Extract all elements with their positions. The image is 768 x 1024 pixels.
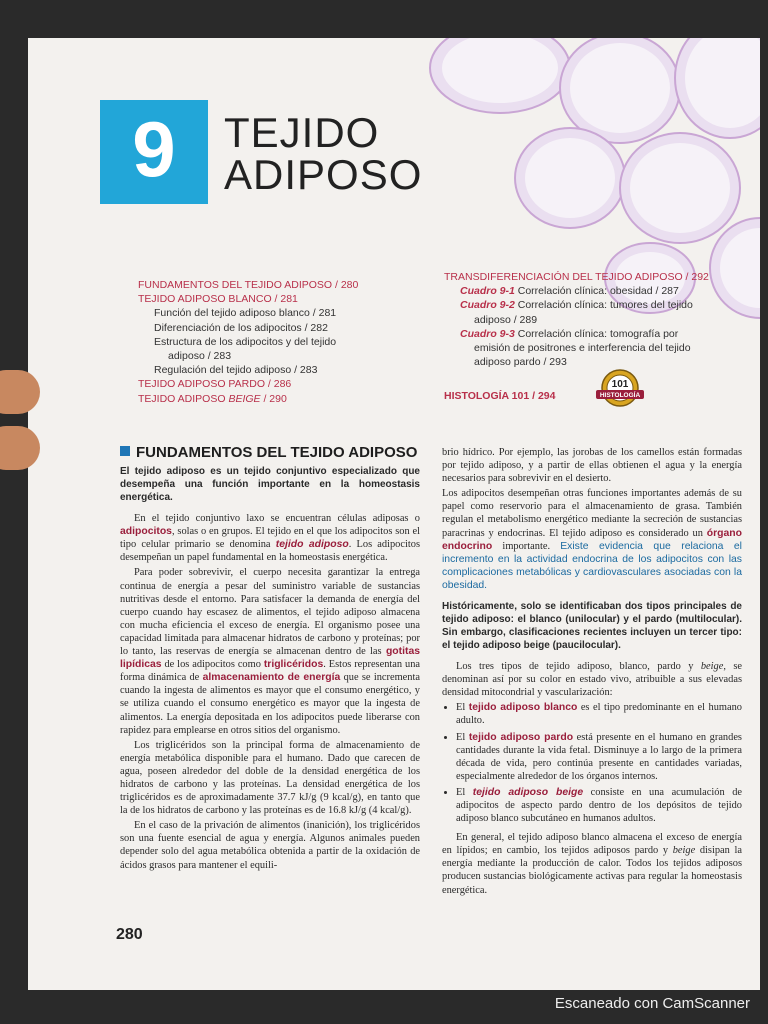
paragraph: Los triglicéridos son la principal forma de almacenamiento de energía metabólica disponible para el humano. Dado que carecen de agua, poseen alrededor del doble de la densidad energética de los hidratos de carbono y las proteínas. La densidad energética de los triglicéridos es de aproximadamente 37.7 kJ/g (9 kcal/g), en tanto que la de los hidratos de carbono y las proteínas es de 16.8 kJ/g (4 kcal/g). xyxy=(120,739,420,817)
toc-item[interactable]: Cuadro 9-1 Correlación clínica: obesidad / 287 xyxy=(460,285,679,298)
list-item: • El tejido adiposo blanco es el tipo predominante en el humano adulto. xyxy=(456,701,742,727)
paragraph: brio hídrico. Por ejemplo, las jorobas de los camellos están formadas por tejido adiposo, y a partir de ellas obtienen el agua y la energía necesarios para sobrevivir en el desierto. xyxy=(442,447,742,485)
toc-item[interactable]: TEJIDO ADIPOSO BLANCO / 281 xyxy=(138,293,298,306)
toc-item[interactable]: FUNDAMENTOS DEL TEJIDO ADIPOSO / 280 xyxy=(138,279,359,291)
paragraph: Los tres tipos de tejido adiposo, blanco, pardo y beige, se denominan así por su color en estado vivo, atribuible a sus elevadas densidad mitocondrial y vascularización: xyxy=(442,661,743,699)
toc-item[interactable]: adiposo pardo / 293 xyxy=(474,356,567,369)
paragraph: Para poder sobrevivir, el cuerpo necesita garantizar la entrega continua de energía a pesar del suministro variable de sustancias nutritivas desde el entorno. Para satisfacer la demanda de energía del cuerpo cuando hay escasez de alimentos, el tejido adiposo almacena con mucha eficiencia el exceso de energía. El organismo posee una capacidad limitada para almacenar hidratos de carbono y proteínas; por lo tanto, las reservas de energía se almacenan dentro de las gotitas lipídicas de los adipocitos como triglicéridos. Estos representan una forma dinámica de almacenamiento de energía que se incrementa cuando la ingesta de alimentos es mayor que el consumo energético, y se utiliza cuando el consumo energético es mayor que la ingesta de alimentos. La energía depositada en los adipocitos puede liberarse con rapidez para emplearse en otros sitios del organismo. xyxy=(120,567,420,736)
toc-item[interactable]: Cuadro 9-2 Correlación clínica: tumores del tejido xyxy=(460,299,693,312)
svg-text:HISTOLOGÍA: HISTOLOGÍA xyxy=(599,392,641,399)
toc-item[interactable]: Función del tejido adiposo blanco / 281 xyxy=(154,307,337,320)
toc-item[interactable]: adiposo / 289 xyxy=(474,313,538,326)
toc-item[interactable]: TEJIDO ADIPOSO BEIGE / 290 xyxy=(138,392,287,405)
histologia-101-logo xyxy=(592,368,648,408)
chapter-number-badge xyxy=(100,100,208,204)
list-item: • El tejido adiposo pardo está presente en el humano en grandes cantidades durante la vida fetal. Disminuye a lo largo de la primera década de vida, pero continúa presente en cantidades variadas, especialmente alrededor de los órganos internos. xyxy=(456,731,742,783)
list-item: • El tejido adiposo beige consiste en una acumulación de adipocitos de aspecto pardo dentro de los depósitos de tejido adiposo blanco subcutáneo en humanos adultos. xyxy=(456,786,742,825)
right-column xyxy=(442,446,742,899)
square-bullet-icon xyxy=(120,446,130,456)
paragraph: En el caso de la privación de alimentos (inanición), los triglicéridos son una fuente esencial de agua y energía. Algunos animales pueden depender solo del agua metabólica obtenida a partir de la oxidación de ácidos grasos para mantener el equili- xyxy=(120,820,420,871)
toc-item[interactable]: adiposo / 283 xyxy=(168,350,232,363)
section-lead: El tejido adiposo es un tejido conjuntivo especializado que desempeña una función importante en la homeostasis energética. xyxy=(120,466,420,504)
toc-item-histologia[interactable]: HISTOLOGÍA 101 / 294 xyxy=(444,390,556,403)
section-lead: Históricamente, solo se identificaban dos tipos principales de tejido adiposo: el blanco (unilocular) y el pardo (multilocular). Sin embargo, clasificaciones recientes incluyen un tercer tipo: el tejido adiposo beige (paucilocular). xyxy=(442,601,742,652)
book-page xyxy=(28,38,760,990)
toc-item[interactable]: Regulación del tejido adiposo / 283 xyxy=(154,364,318,377)
left-column xyxy=(120,446,420,874)
paragraph: Los adipocitos desempeñan otras funciones importantes además de su papel como reservorio para el almacenamiento de grasa. También regulan el metabolismo energético mediante la secreción de sustancias paracrinas y endocrinas. El tejido adiposo es considerado un órgano endocrino importante. Existe evidencia que relaciona el incremento en la actividad endocrina de los adipocitos con las complicaciones metabólicas y cardiovasculares asociadas con la obesidad. xyxy=(442,488,742,591)
toc-item[interactable]: Diferenciación de los adipocitos / 282 xyxy=(154,321,328,334)
chapter-title: TEJIDO ADIPOSO xyxy=(224,109,423,198)
tissue-types-list xyxy=(442,701,742,825)
toc-item[interactable]: emisión de positrones e interferencia del tejido xyxy=(474,342,691,355)
toc-item[interactable]: TEJIDO ADIPOSO PARDO / 286 xyxy=(138,378,292,391)
toc-item[interactable]: Cuadro 9-3 Correlación clínica: tomografía por xyxy=(460,327,679,340)
toc-item[interactable]: Estructura de los adipocitos y del tejido xyxy=(154,335,337,348)
section-heading: FUNDAMENTOS DEL TEJIDO ADIPOSO xyxy=(120,446,420,459)
toc-left xyxy=(138,278,428,406)
paragraph: En general, el tejido adiposo blanco almacena el exceso de energía en lípidos; en cambio, los tejidos adiposos pardo y beige disipan la energía mediante la producción de calor. Todos los tejidos adiposos producen sustancias biológicamente activas para regular la homeostasis energética. xyxy=(442,832,742,896)
paragraph: En el tejido conjuntivo laxo se encuentran células adiposas o adipocitos, solas o en grupos. El tejido en el que los adipocitos son el tipo celular primario se denomina tejido adiposo. Los adipocitos desempeñan un papel fundamental en la homeostasis energética. xyxy=(120,513,420,564)
page-number: 280 xyxy=(116,926,143,943)
scanner-watermark: Escaneado con CamScanner xyxy=(554,995,750,1012)
chapter-number: 9 xyxy=(132,105,176,193)
svg-text:101: 101 xyxy=(611,379,629,390)
toc-item[interactable]: TRANSDIFERENCIACIÓN DEL TEJIDO ADIPOSO / 292 xyxy=(444,271,709,283)
